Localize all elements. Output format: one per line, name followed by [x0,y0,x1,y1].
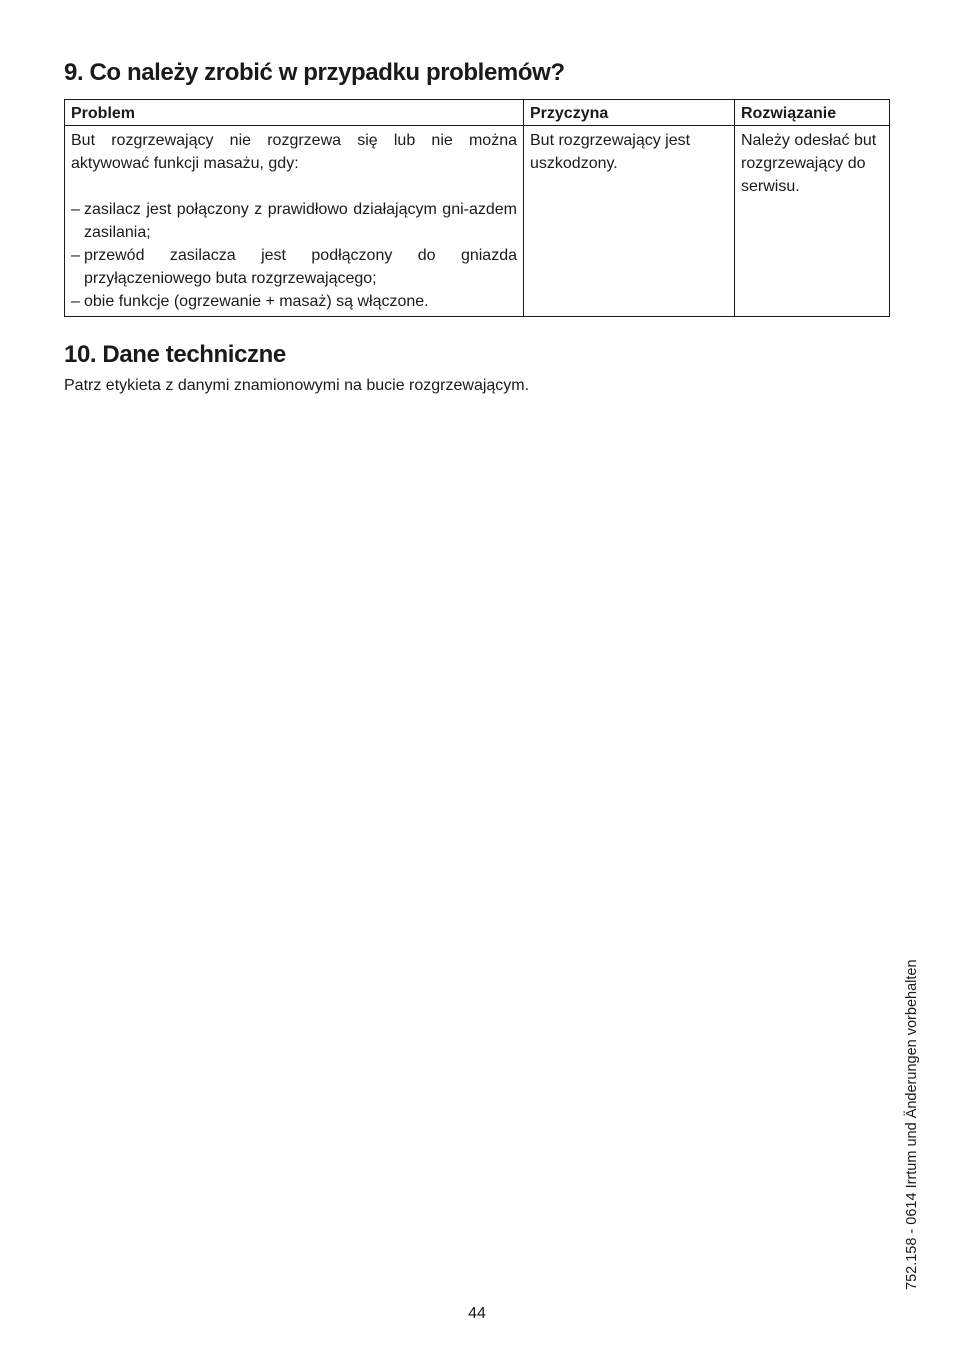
header-cause: Przyczyna [524,100,735,126]
side-note: 752.158 - 0614 Irrtum und Änderungen vorbehalten [904,959,920,1290]
troubleshooting-table [64,99,890,317]
problem-condition-text: przewód zasilacza jest podłączony do gniazda przyłączeniowego buta rozgrzewającego; [84,247,517,287]
section-10-text: Patrz etykieta z danymi znamionowymi na bucie rozgrzewającym. [64,377,530,394]
page-number: 44 [468,1305,486,1322]
section-9-title: 9. Co należy zrobić w przypadku problemów? [64,59,565,86]
problem-condition-text: zasilacz jest połączony z prawidłowo działającym gni-azdem zasilania; [84,201,517,241]
problem-condition: – przewód zasilacza jest podłączony do gniazda przyłączeniowego buta rozgrzewającego; [71,247,517,287]
problem-condition: – zasilacz jest połączony z prawidłowo działającym gni-azdem zasilania; [71,201,517,241]
problem-condition: – obie funkcje (ogrzewanie + masaż) są włączone. [71,293,429,310]
solution-cell: Należy odesłać but rozgrzewający do serwisu. [735,126,890,317]
section-10-title: 10. Dane techniczne [64,341,286,368]
table-row [65,126,890,317]
cause-cell: But rozgrzewający jest uszkodzony. [524,126,735,317]
table-header-row [65,100,890,126]
problem-condition-text: obie funkcje (ogrzewanie + masaż) są włączone. [84,293,429,310]
header-solution: Rozwiązanie [735,100,890,126]
problem-intro: But rozgrzewający nie rozgrzewa się lub nie można aktywować funkcji masażu, gdy: [71,132,517,172]
problem-cell [65,126,524,317]
header-problem: Problem [65,100,524,126]
